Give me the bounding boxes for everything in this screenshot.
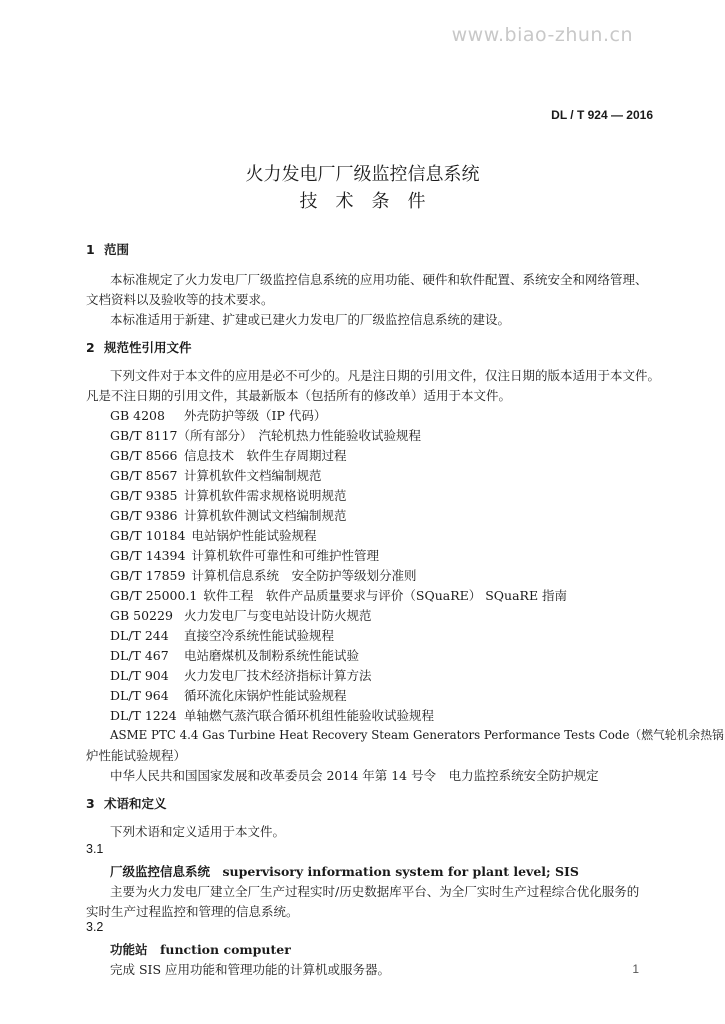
reference-code: GB/T 17859 [110, 568, 186, 583]
reference-title: 电站锅炉性能试验规程 [191, 528, 317, 543]
section-title: 术语和定义 [104, 796, 167, 811]
reference-item [110, 586, 567, 604]
reference-title: 计算机软件可靠性和可维护性管理 [191, 548, 379, 563]
reference-asme: ASME PTC 4.4 Gas Turbine Heat Recovery Steam Generators Performance Tests Code（燃气轮机余热锅 [110, 728, 724, 742]
document-number: DL / T 924 — 2016 [551, 108, 653, 122]
reference-title: 火力发电厂技术经济指标计算方法 [184, 668, 372, 683]
reference-item [110, 526, 316, 544]
reference-title: 电站磨煤机及制粉系统性能试验 [184, 648, 360, 663]
reference-item [110, 646, 359, 664]
document-title: 火力发电厂厂级监控信息系统 [245, 164, 480, 185]
reference-item [110, 506, 347, 524]
reference-code: GB/T 14394 [110, 548, 186, 563]
section-title: 范围 [104, 242, 130, 257]
section-title: 规范性引用文件 [104, 340, 192, 355]
reference-title: 直接空冷系统性能试验规程 [184, 628, 335, 643]
reference-code: GB/T 8567 [110, 468, 178, 483]
reference-item [110, 686, 347, 704]
reference-code: GB/T 9385 [110, 488, 178, 503]
term-number: 3.1 [86, 842, 104, 856]
reference-title: 计算机软件需求规格说明规范 [184, 488, 347, 503]
term-definition: 完成 SIS 应用功能和管理功能的计算机或服务器。 [110, 962, 391, 977]
term-definition: 主要为火力发电厂建立全厂生产过程实时/历史数据库平台、为全厂实时生产过程综合优化服务的 [110, 884, 640, 899]
section-number: 2 [86, 340, 95, 355]
paragraph: 本标准规定了火力发电厂厂级监控信息系统的应用功能、硬件和软件配置、系统安全和网络管理、 [110, 272, 648, 287]
reference-title: 信息技术 软件生存周期过程 [184, 448, 347, 463]
reference-item [110, 446, 347, 464]
reference-code: DL/T 964 [110, 688, 169, 703]
paragraph: 凡是不注日期的引用文件，其最新版本（包括所有的修改单）适用于本文件。 [86, 388, 512, 403]
paragraph: 文档资料以及验收等的技术要求。 [86, 292, 274, 307]
reference-code: DL/T 467 [110, 648, 169, 663]
reference-code: GB/T 8117（所有部分） [110, 428, 253, 443]
page-number: 1 [632, 962, 639, 976]
reference-item [110, 666, 372, 684]
reference-code: DL/T 244 [110, 628, 169, 643]
reference-code: DL/T 904 [110, 668, 169, 683]
reference-item [110, 486, 347, 504]
reference-title: 循环流化床锅炉性能试验规程 [184, 688, 347, 703]
reference-title: 单轴燃气蒸汽联合循环机组性能验收试验规程 [184, 708, 435, 723]
reference-title: 计算机软件测试文档编制规范 [184, 508, 347, 523]
reference-item [110, 606, 372, 624]
reference-code: GB/T 25000.1 [110, 588, 198, 603]
term-number: 3.2 [86, 920, 104, 934]
reference-code: GB/T 10184 [110, 528, 186, 543]
reference-code: GB 50229 [110, 608, 173, 623]
reference-item [110, 626, 334, 644]
reference-asme-continued: 炉性能试验规程） [86, 748, 187, 763]
reference-code: DL/T 1224 [110, 708, 177, 723]
watermark: www.biao-zhun.cn [451, 24, 633, 46]
paragraph: 本标准适用于新建、扩建或已建火力发电厂的厂级监控信息系统的建设。 [110, 312, 511, 327]
section-number: 3 [86, 796, 95, 811]
reference-code: GB/T 9386 [110, 508, 178, 523]
reference-title: 软件工程 软件产品质量要求与评价（SQuaRE） SQuaRE 指南 [203, 588, 568, 603]
reference-code: GB/T 8566 [110, 448, 178, 463]
paragraph: 下列文件对于本文件的应用是必不可少的。凡是注日期的引用文件，仅注日期的版本适用于本文件。 [110, 368, 661, 383]
reference-code: GB 4208 [110, 408, 165, 423]
section-heading [86, 794, 167, 812]
reference-title: 汽轮机热力性能验收试验规程 [258, 428, 422, 443]
reference-title: 火力发电厂与变电站设计防火规范 [184, 608, 372, 623]
term-title: 厂级监控信息系统 supervisory information system for plant level; SIS [110, 864, 579, 879]
reference-title: 计算机软件文档编制规范 [184, 468, 322, 483]
section-heading [86, 240, 129, 258]
section-heading [86, 338, 192, 356]
reference-title: 外壳防护等级（IP 代码） [184, 408, 327, 423]
reference-item [110, 566, 416, 584]
reference-item [110, 466, 322, 484]
paragraph: 下列术语和定义适用于本文件。 [110, 824, 286, 839]
section-number: 1 [86, 242, 95, 257]
reference-title: 计算机信息系统 安全防护等级划分准则 [191, 568, 417, 583]
reference-item [110, 426, 421, 444]
term-title: 功能站 function computer [110, 942, 291, 957]
reference-item [110, 546, 379, 564]
reference-item [110, 406, 326, 424]
reference-item [110, 706, 434, 724]
term-definition-continued: 实时生产过程监控和管理的信息系统。 [86, 904, 299, 919]
document-subtitle: 技术条件 [299, 191, 444, 212]
reference-ndrc: 中华人民共和国国家发展和改革委员会 2014 年第 14 号令 电力监控系统安全防护规定 [110, 768, 599, 783]
